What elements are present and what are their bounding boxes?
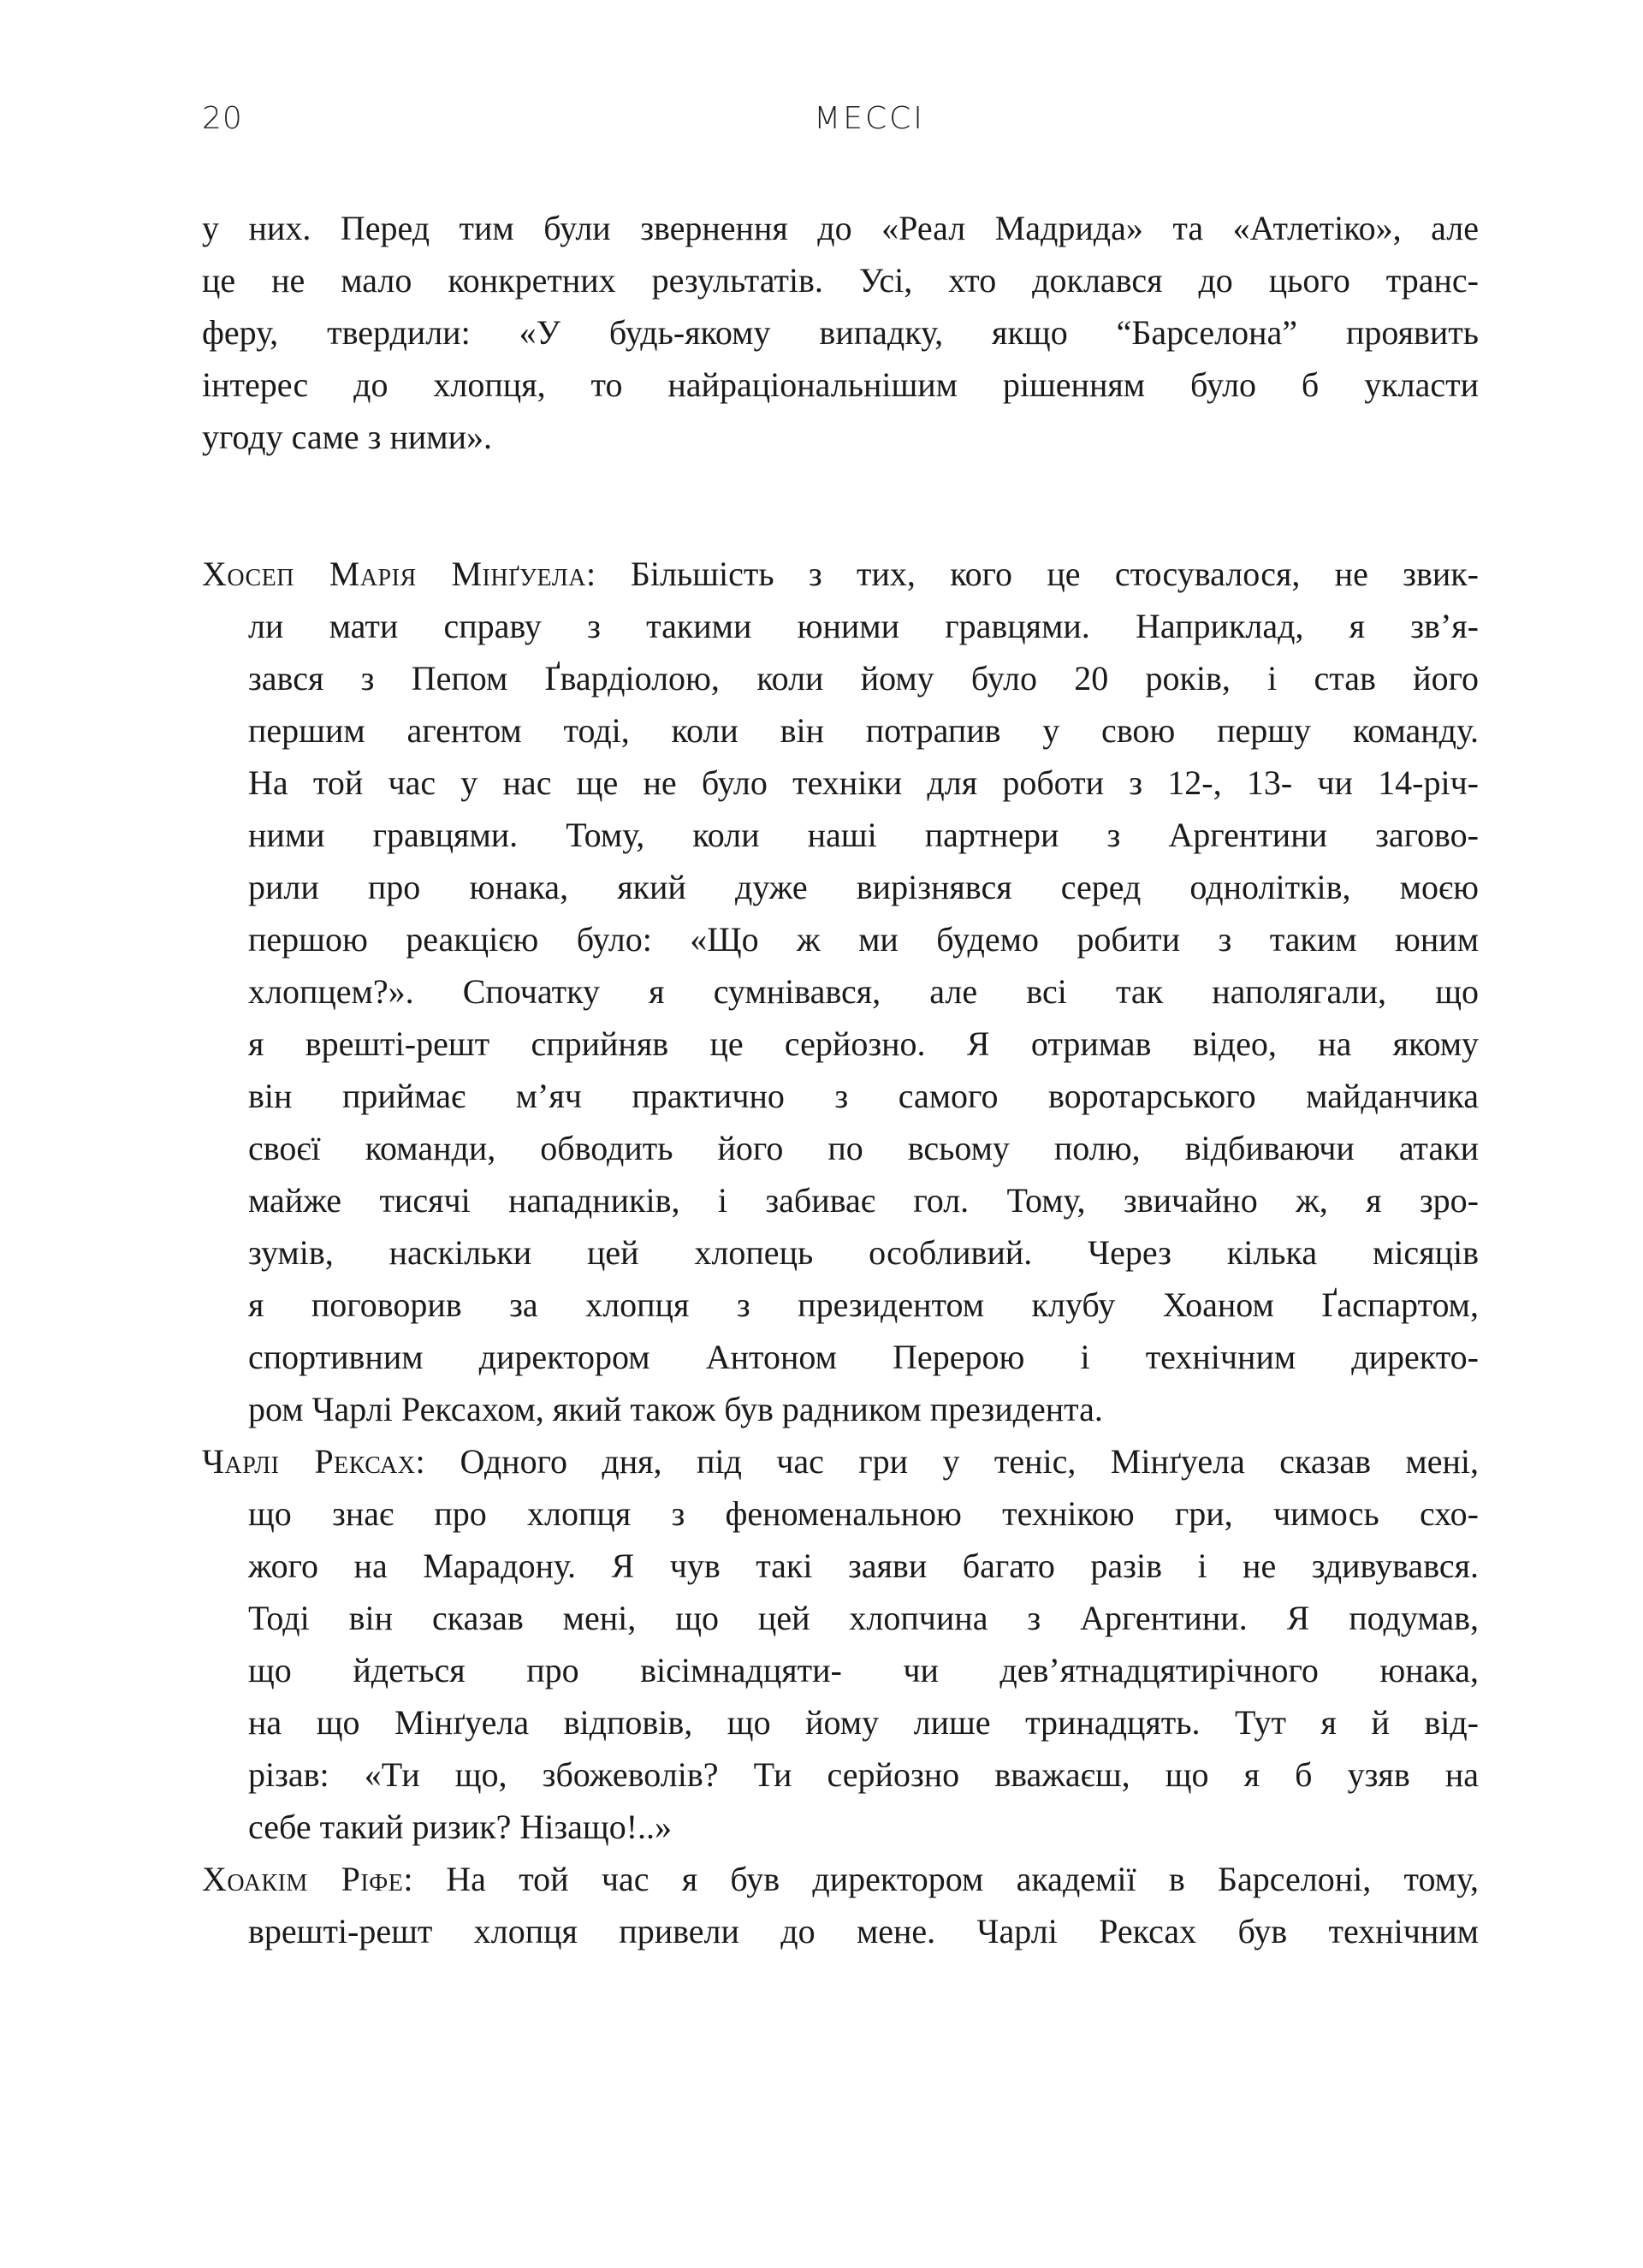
line-text: хлопцем?». Спочатку я сумнівався, але всі так наполягали, що: [248, 972, 1479, 1011]
text-line: [248, 809, 1479, 861]
text-line: [248, 652, 1479, 704]
line-text: першою реакцією було: «Що ж ми будемо робити з таким юним: [248, 920, 1479, 959]
text-line: [248, 1331, 1479, 1383]
line-text: це не мало конкретних результатів. Усі, хто доклався до цього транс-: [202, 261, 1479, 300]
speaker-name: Хоакім Ріфе:: [202, 1860, 414, 1898]
text-line: [248, 1279, 1479, 1331]
line-text: що знає про хлопця з феноменальною технікою гри, чимось схо-: [248, 1494, 1479, 1533]
text-line: [248, 1487, 1479, 1540]
line-text: себе такий ризик? Нізащо!..»: [248, 1808, 673, 1846]
line-text: угоду саме з ними».: [202, 418, 493, 456]
line-text: Одного дня, під час гри у теніс, Мінґуела сказав мені,: [460, 1442, 1479, 1481]
line-text: у них. Перед тим були звернення до «Реал Мадрида» та «Атлетіко», але: [202, 209, 1479, 247]
text-line: [248, 600, 1479, 652]
line-text: феру, твердили: «У будь-якому випадку, якщо “Барселона” проявить: [202, 313, 1479, 352]
speaker-name: Чарлі Рексах:: [202, 1442, 426, 1481]
line-text: На той час я був директором академії в Барселоні, тому,: [446, 1860, 1479, 1898]
line-text: я врешті-решт сприйняв це серйозно. Я отримав відео, на якому: [248, 1024, 1479, 1063]
text-line: [248, 1801, 1479, 1853]
text-line: [248, 1748, 1479, 1801]
line-text: зумів, наскільки цей хлопець особливий. Через кілька місяців: [248, 1233, 1479, 1272]
paragraph: [202, 202, 1479, 463]
text-line: [248, 1122, 1479, 1174]
line-text: спортивним директором Антоном Перерою і технічним директо-: [248, 1338, 1479, 1376]
line-text: що йдеться про вісімнадцяти- чи дев’ятнадцятирічного юнака,: [248, 1651, 1479, 1689]
line-text: своєї команди, обводить його по всьому полю, відбиваючи атаки: [248, 1129, 1479, 1167]
line-text: майже тисячі нападників, і забиває гол. Тому, звичайно ж, я зро-: [248, 1181, 1479, 1220]
text-line: [248, 1383, 1479, 1435]
text-line: [248, 1905, 1479, 1957]
text-line: [248, 861, 1479, 913]
line-text: ними гравцями. Тому, коли наші партнери з Аргентини загово-: [248, 816, 1479, 854]
text-line: [248, 1226, 1479, 1279]
line-text: першим агентом тоді, коли він потрапив у свою першу команду.: [248, 711, 1479, 750]
speaker-paragraph: [202, 1435, 1479, 1853]
text-line: [202, 1435, 1479, 1487]
running-title: МЕССІ: [814, 101, 925, 136]
text-line: [248, 1174, 1479, 1226]
line-text: я поговорив за хлопця з президентом клубу Хоаном Ґаспартом,: [248, 1285, 1479, 1324]
text-line: [202, 254, 1479, 306]
page-body: [202, 202, 1479, 1957]
text-line: [202, 1853, 1479, 1905]
text-line: [202, 202, 1479, 254]
text-line: [248, 1018, 1479, 1070]
text-line: [248, 704, 1479, 757]
text-line: [248, 965, 1479, 1018]
text-line: [202, 411, 1479, 463]
line-text: врешті-решт хлопця привели до мене. Чарлі Рексах був технічним: [248, 1912, 1479, 1950]
speaker-paragraph: [202, 1853, 1479, 1957]
line-text: інтерес до хлопця, то найраціональнішим рішенням було б укласти: [202, 365, 1479, 404]
line-text: ром Чарлі Рексахом, який також був радником президента.: [248, 1390, 1103, 1428]
line-text: Більшість з тих, кого це стосувалося, не звик-: [630, 555, 1479, 593]
line-text: зався з Пепом Ґвардіолою, коли йому було 20 років, і став його: [248, 659, 1479, 698]
text-line: [202, 548, 1479, 600]
text-line: [248, 1592, 1479, 1644]
text-line: [202, 359, 1479, 411]
text-line: [202, 306, 1479, 359]
text-line: [248, 1696, 1479, 1748]
line-text: На той час у нас ще не було техніки для роботи з 12-, 13- чи 14-річ-: [248, 763, 1479, 802]
line-text: він приймає м’яч практично з самого воротарського майданчика: [248, 1077, 1479, 1115]
text-line: [248, 1644, 1479, 1696]
speaker-paragraph: [202, 548, 1479, 1435]
line-text: жого на Марадону. Я чув такі заяви багато разів і не здивувався.: [248, 1547, 1479, 1585]
line-text: ли мати справу з такими юними гравцями. Наприклад, я зв’я-: [248, 607, 1479, 645]
line-text: на що Мінґуела відповів, що йому лише тринадцять. Тут я й від-: [248, 1703, 1479, 1742]
text-line: [248, 1540, 1479, 1592]
text-line: [248, 1070, 1479, 1122]
text-line: [248, 757, 1479, 809]
speaker-name: Хосеп Марія Мінґуела:: [202, 555, 596, 593]
line-text: різав: «Ти що, збожеволів? Ти серйозно вважаєш, що я б узяв на: [248, 1755, 1479, 1794]
text-line: [248, 913, 1479, 965]
page-number: 20: [202, 101, 243, 136]
line-text: рили про юнака, який дуже вирізнявся серед одноліткiв, моєю: [248, 868, 1479, 906]
line-text: Тоді він сказав мені, що цей хлопчина з Аргентини. Я подумав,: [248, 1599, 1479, 1637]
